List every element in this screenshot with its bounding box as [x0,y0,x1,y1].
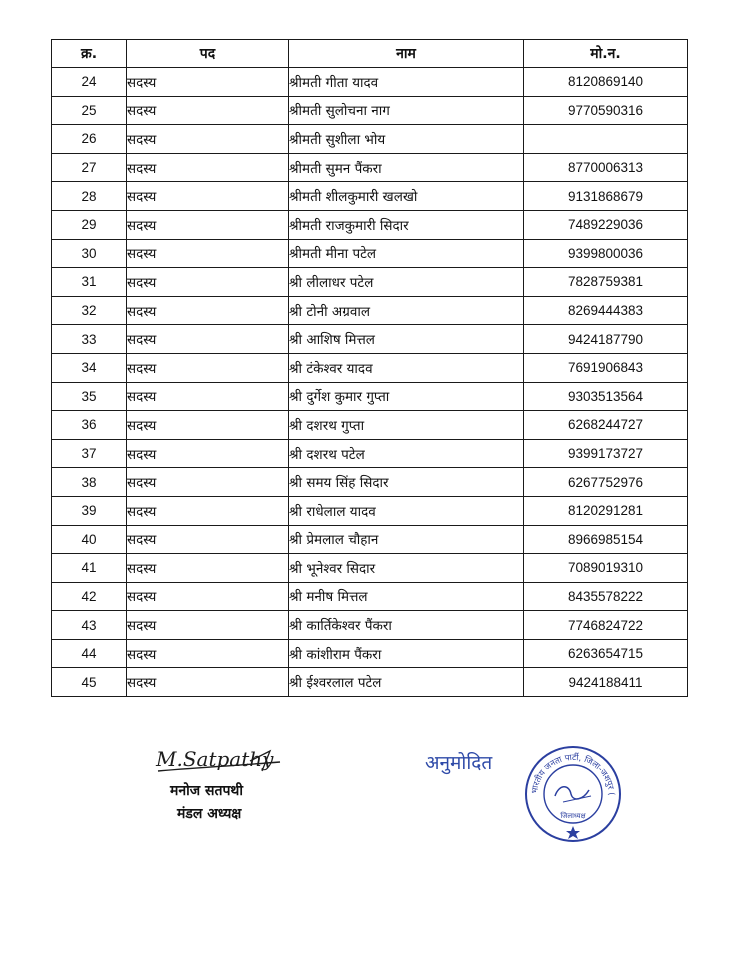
table-row [52,296,688,325]
cell-serial: 28 [52,182,127,211]
cell-serial: 30 [52,239,127,268]
cell-serial: 26 [52,125,127,154]
cell-serial: 36 [52,411,127,440]
cell-mobile: 7089019310 [524,554,688,583]
cell-name: श्री कांशीराम पैंकरा [289,639,524,668]
cell-mobile: 6268244727 [524,411,688,440]
header-name: नाम [289,40,524,68]
cell-mobile: 9399800036 [524,239,688,268]
cell-mobile: 8269444383 [524,296,688,325]
table-row [52,496,688,525]
table-row [52,268,688,297]
table-row [52,439,688,468]
cell-mobile: 7489229036 [524,210,688,239]
cell-mobile: 9770590316 [524,96,688,125]
cell-post: सदस्य [127,182,289,211]
cell-mobile: 8120869140 [524,68,688,97]
cell-serial: 37 [52,439,127,468]
table-row [52,325,688,354]
approval-handwriting [423,743,533,787]
table-row [52,210,688,239]
cell-post: सदस्य [127,296,289,325]
header-mobile: मो.न. [524,40,688,68]
cell-serial: 40 [52,525,127,554]
cell-name: श्री दशरथ पटेल [289,439,524,468]
cell-mobile: 6267752976 [524,468,688,497]
cell-serial: 45 [52,668,127,697]
party-seal [523,744,623,848]
table-row [52,611,688,640]
cell-mobile: 8120291281 [524,496,688,525]
cell-mobile: 8770006313 [524,153,688,182]
cell-post: सदस्य [127,239,289,268]
cell-serial: 27 [52,153,127,182]
header-post: पद [127,40,289,68]
cell-post: सदस्य [127,268,289,297]
cell-post: सदस्य [127,611,289,640]
cell-serial: 39 [52,496,127,525]
cell-mobile: 9131868679 [524,182,688,211]
table-row [52,668,688,697]
cell-serial: 38 [52,468,127,497]
cell-serial: 29 [52,210,127,239]
cell-post: सदस्य [127,639,289,668]
cell-post: सदस्य [127,325,289,354]
cell-serial: 43 [52,611,127,640]
cell-post: सदस्य [127,525,289,554]
signature-text: M.Satpathy [156,747,274,771]
cell-name: श्रीमती सुमन पैंकरा [289,153,524,182]
cell-name: श्री लीलाधर पटेल [289,268,524,297]
cell-name: श्री टोनी अग्रवाल [289,296,524,325]
table-row [52,153,688,182]
cell-name: श्री दुर्गेश कुमार गुप्ता [289,382,524,411]
seal-star-icon [566,826,580,839]
cell-mobile: 9424188411 [524,668,688,697]
cell-serial: 24 [52,68,127,97]
cell-serial: 44 [52,639,127,668]
cell-name: श्रीमती शीलकुमारी खलखो [289,182,524,211]
table-row [52,468,688,497]
cell-post: सदस्य [127,439,289,468]
cell-serial: 35 [52,382,127,411]
cell-post: सदस्य [127,554,289,583]
cell-mobile: 6263654715 [524,639,688,668]
cell-mobile: 7691906843 [524,353,688,382]
cell-post: सदस्य [127,411,289,440]
cell-post: सदस्य [127,68,289,97]
cell-mobile: 7828759381 [524,268,688,297]
cell-name: श्रीमती गीता यादव [289,68,524,97]
table-row [52,353,688,382]
seal-bottom-text: जिलाध्यक्ष [560,812,586,820]
cell-name: श्री कार्तिकेश्वर पैंकरा [289,611,524,640]
header-serial: क्र. [52,40,127,68]
table-row [52,68,688,97]
cell-serial: 41 [52,554,127,583]
table-row [52,582,688,611]
cell-name: श्रीमती सुशीला भोय [289,125,524,154]
cell-post: सदस्य [127,125,289,154]
cell-mobile: 7746824722 [524,611,688,640]
table-row [52,525,688,554]
cell-name: श्री भूनेश्वर सिदार [289,554,524,583]
cell-name: श्री ईश्वरलाल पटेल [289,668,524,697]
cell-name: श्री आशिष मित्तल [289,325,524,354]
table-header-row [52,40,688,68]
table-row [52,411,688,440]
cell-post: सदस्य [127,468,289,497]
cell-name: श्री टंकेश्वर यादव [289,353,524,382]
cell-post: सदस्य [127,668,289,697]
cell-mobile: 8966985154 [524,525,688,554]
seal-ring-text: भारतीय जनता पार्टी, जिला-जशपुर ( [528,751,618,796]
cell-post: सदस्य [127,582,289,611]
cell-name: श्रीमती सुलोचना नाग [289,96,524,125]
cell-mobile: 9303513564 [524,382,688,411]
cell-name: श्री प्रेमलाल चौहान [289,525,524,554]
cell-serial: 33 [52,325,127,354]
cell-post: सदस्य [127,153,289,182]
cell-name: श्री समय सिंह सिदार [289,468,524,497]
cell-mobile: 8435578222 [524,582,688,611]
cell-name: श्री दशरथ गुप्ता [289,411,524,440]
cell-serial: 42 [52,582,127,611]
cell-name: श्रीमती राजकुमारी सिदार [289,210,524,239]
table-row [52,239,688,268]
cell-serial: 34 [52,353,127,382]
cell-post: सदस्य [127,353,289,382]
cell-serial: 32 [52,296,127,325]
cell-post: सदस्य [127,96,289,125]
table-row [52,96,688,125]
table-row [52,182,688,211]
cell-mobile: 9424187790 [524,325,688,354]
signatory-name: मनोज सतपथी [170,783,243,799]
table-row [52,382,688,411]
table-row [52,125,688,154]
member-table [51,39,688,697]
cell-mobile: 9399173727 [524,439,688,468]
cell-mobile [524,125,688,154]
cell-name: श्री राधेलाल यादव [289,496,524,525]
cell-post: सदस्य [127,496,289,525]
table-row [52,639,688,668]
signature-president [150,735,330,779]
cell-post: सदस्य [127,210,289,239]
approval-note: अनुमोदित [425,752,493,774]
signatory-role: मंडल अध्यक्ष [177,806,242,822]
cell-name: श्री मनीष मित्तल [289,582,524,611]
cell-post: सदस्य [127,382,289,411]
cell-serial: 31 [52,268,127,297]
table-row [52,554,688,583]
cell-name: श्रीमती मीना पटेल [289,239,524,268]
cell-serial: 25 [52,96,127,125]
